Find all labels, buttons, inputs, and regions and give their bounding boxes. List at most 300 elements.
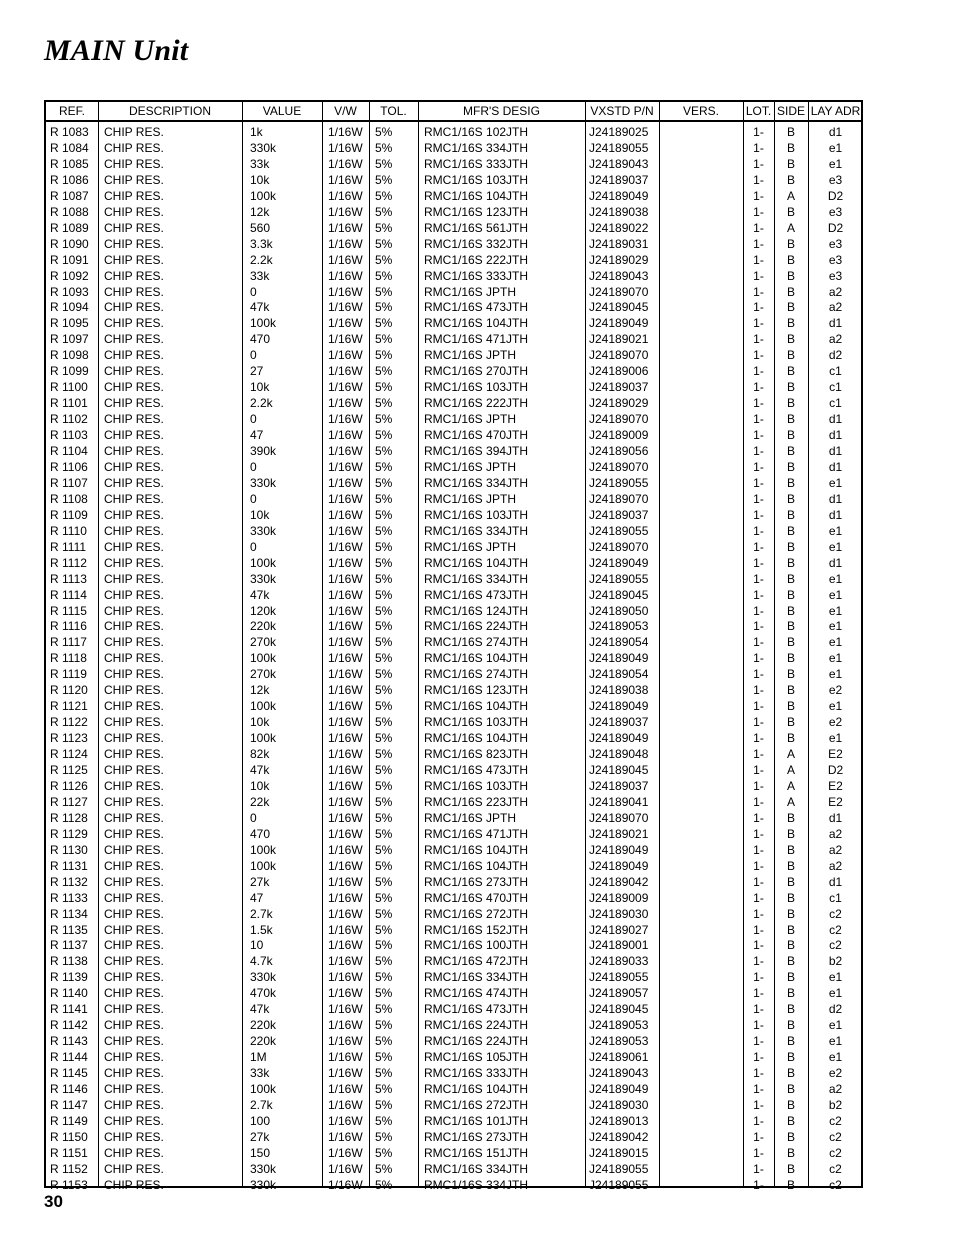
cell-lay-adr: b2 — [828, 1097, 843, 1112]
cell-description: CHIP RES. — [104, 954, 164, 969]
table-row — [46, 1113, 861, 1129]
cell-tol: 5% — [375, 1113, 393, 1128]
cell-value: 150 — [250, 1145, 271, 1160]
cell-lay-adr: c2 — [829, 1129, 842, 1144]
cell-description: CHIP RES. — [104, 906, 164, 921]
cell-lot: 1- — [753, 858, 764, 873]
cell-ref: R 1094 — [50, 300, 89, 315]
cell-vw: 1/16W — [328, 491, 363, 506]
cell-mfr-desig: RMC1/16S 332JTH — [424, 236, 529, 251]
table-row — [46, 523, 861, 539]
cell-lot: 1- — [753, 428, 764, 443]
cell-vxstd-pn: J24189070 — [589, 539, 649, 554]
cell-value: 330k — [250, 140, 277, 155]
cell-vw: 1/16W — [328, 587, 363, 602]
cell-value: 1M — [250, 1050, 267, 1065]
cell-ref: R 1101 — [50, 396, 88, 411]
cell-ref: R 1145 — [50, 1066, 88, 1081]
table-row — [46, 188, 861, 204]
cell-vw: 1/16W — [328, 954, 363, 969]
cell-tol: 5% — [375, 731, 393, 746]
cell-tol: 5% — [375, 444, 393, 458]
cell-lot: 1- — [753, 635, 764, 650]
cell-ref: R 1128 — [50, 810, 88, 825]
cell-tol: 5% — [375, 938, 393, 953]
cell-mfr-desig: RMC1/16S 223JTH — [424, 794, 529, 809]
cell-vw: 1/16W — [328, 140, 363, 155]
cell-mfr-desig: RMC1/16S 123JTH — [424, 683, 529, 698]
cell-vers — [659, 507, 743, 523]
cell-value: 82k — [250, 747, 270, 762]
cell-side: B — [786, 236, 795, 251]
cell-side: B — [786, 651, 795, 666]
cell-vers — [659, 1065, 743, 1081]
cell-side: B — [786, 683, 795, 698]
cell-lot: 1- — [753, 683, 764, 698]
cell-lay-adr: d1 — [828, 810, 843, 825]
cell-vers — [659, 539, 743, 555]
cell-vw: 1/16W — [328, 252, 363, 267]
cell-vers — [659, 379, 743, 395]
cell-value: 330k — [250, 475, 277, 490]
cell-tol: 5% — [375, 842, 393, 857]
cell-ref: R 1111 — [50, 539, 87, 554]
cell-lot: 1- — [753, 491, 764, 506]
cell-mfr-desig: RMC1/16S 823JTH — [424, 747, 529, 762]
cell-lay-adr: d1 — [828, 316, 843, 331]
cell-lot: 1- — [753, 444, 764, 458]
table-row — [46, 363, 861, 379]
table-row — [46, 985, 861, 1001]
cell-vxstd-pn: J24189070 — [589, 491, 649, 506]
cell-lay-adr: c1 — [829, 396, 842, 411]
cell-vers — [659, 411, 743, 427]
parts-table — [44, 100, 863, 1192]
cell-tol: 5% — [375, 778, 393, 793]
column-divider — [585, 102, 586, 1186]
cell-lay-adr: d1 — [828, 459, 843, 474]
cell-side: B — [786, 204, 795, 219]
cell-vers — [659, 236, 743, 252]
header-description: DESCRIPTION — [128, 104, 211, 118]
cell-lot: 1- — [753, 970, 764, 985]
cell-ref: R 1131 — [50, 858, 88, 873]
column-divider — [98, 102, 99, 1186]
cell-vers — [659, 587, 743, 603]
cell-description: CHIP RES. — [104, 412, 164, 427]
cell-lot: 1- — [753, 1097, 764, 1112]
cell-description: CHIP RES. — [104, 794, 164, 809]
table-row — [46, 858, 861, 874]
cell-value: 0 — [250, 491, 257, 506]
cell-lay-adr: c2 — [829, 1145, 842, 1160]
cell-vw: 1/16W — [328, 635, 363, 650]
cell-lay-adr: a2 — [828, 332, 843, 347]
cell-ref: R 1115 — [50, 603, 87, 618]
cell-vers — [659, 555, 743, 571]
cell-lay-adr: a2 — [828, 284, 843, 299]
cell-vers — [659, 347, 743, 363]
cell-lot: 1- — [753, 954, 764, 969]
cell-vw: 1/16W — [328, 284, 363, 299]
cell-vxstd-pn: J24189054 — [589, 635, 649, 650]
cell-value: 33k — [250, 156, 270, 171]
cell-description: CHIP RES. — [104, 1129, 164, 1144]
cell-ref: R 1109 — [50, 507, 88, 522]
cell-mfr-desig: RMC1/16S 103JTH — [424, 380, 529, 395]
cell-tol: 5% — [375, 491, 393, 506]
cell-side: B — [786, 268, 795, 283]
cell-vxstd-pn: J24189049 — [589, 699, 649, 714]
cell-tol: 5% — [375, 874, 393, 889]
table-row — [46, 874, 861, 890]
table-row — [46, 666, 861, 682]
cell-value: 470 — [250, 332, 271, 347]
cell-value: 47k — [250, 587, 270, 602]
cell-value: 390k — [250, 444, 277, 458]
cell-mfr-desig: RMC1/16S 105JTH — [424, 1050, 529, 1065]
table-row — [46, 762, 861, 778]
table-row — [46, 890, 861, 906]
cell-mfr-desig: RMC1/16S 333JTH — [424, 156, 529, 171]
cell-mfr-desig: RMC1/16S 473JTH — [424, 1002, 529, 1017]
cell-description: CHIP RES. — [104, 603, 164, 618]
cell-vers — [659, 204, 743, 220]
cell-mfr-desig: RMC1/16S 100JTH — [424, 938, 529, 953]
cell-vw: 1/16W — [328, 810, 363, 825]
cell-description: CHIP RES. — [104, 140, 164, 155]
cell-mfr-desig: RMC1/16S 334JTH — [424, 970, 529, 985]
cell-ref: R 1132 — [50, 874, 88, 889]
cell-lay-adr: d2 — [828, 348, 843, 363]
table-row — [46, 714, 861, 730]
cell-lot: 1- — [753, 396, 764, 411]
cell-ref: R 1146 — [50, 1082, 88, 1096]
cell-lot: 1- — [753, 316, 764, 331]
cell-side: B — [786, 348, 795, 363]
cell-tol: 5% — [375, 1177, 393, 1192]
header-side: SIDE — [776, 104, 805, 118]
cell-vers — [659, 890, 743, 906]
cell-side: B — [786, 507, 795, 522]
header-lot: LOT. — [745, 104, 772, 118]
cell-mfr-desig: RMC1/16S 274JTH — [424, 635, 529, 650]
cell-vxstd-pn: J24189055 — [589, 523, 649, 538]
cell-lay-adr: d1 — [828, 874, 843, 889]
cell-lay-adr: e3 — [828, 172, 843, 187]
cell-lot: 1- — [753, 284, 764, 299]
cell-vw: 1/16W — [328, 156, 363, 171]
cell-description: CHIP RES. — [104, 587, 164, 602]
cell-value: 100k — [250, 188, 277, 203]
cell-vxstd-pn: J24189049 — [589, 1082, 649, 1096]
cell-mfr-desig: RMC1/16S 334JTH — [424, 475, 529, 490]
cell-mfr-desig: RMC1/16S 103JTH — [424, 715, 529, 730]
cell-lay-adr: E2 — [828, 794, 843, 809]
cell-description: CHIP RES. — [104, 348, 164, 363]
cell-ref: R 1118 — [50, 651, 87, 666]
cell-side: A — [786, 778, 795, 793]
cell-lot: 1- — [753, 1145, 764, 1160]
cell-lay-adr: c2 — [829, 906, 842, 921]
cell-side: B — [786, 555, 795, 570]
cell-vw: 1/16W — [328, 555, 363, 570]
cell-vxstd-pn: J24189054 — [589, 667, 649, 682]
header-vw: V/W — [334, 104, 357, 118]
cell-lay-adr: e1 — [828, 1050, 843, 1065]
cell-lot: 1- — [753, 507, 764, 522]
cell-mfr-desig: RMC1/16S 333JTH — [424, 268, 529, 283]
cell-tol: 5% — [375, 1034, 393, 1049]
cell-vw: 1/16W — [328, 428, 363, 443]
cell-mfr-desig: RMC1/16S 272JTH — [424, 906, 529, 921]
cell-value: 10k — [250, 778, 270, 793]
cell-lay-adr: e3 — [828, 268, 843, 283]
cell-description: CHIP RES. — [104, 826, 164, 841]
cell-side: B — [786, 316, 795, 331]
cell-ref: R 1120 — [50, 683, 88, 698]
table-row — [46, 539, 861, 555]
header-vers: VERS. — [682, 104, 719, 118]
page-title: MAIN Unit — [44, 34, 189, 67]
cell-ref: R 1138 — [50, 954, 88, 969]
cell-lot: 1- — [753, 986, 764, 1001]
cell-vxstd-pn: J24189049 — [589, 555, 649, 570]
table-row — [46, 315, 861, 331]
cell-vxstd-pn: J24189070 — [589, 810, 649, 825]
cell-description: CHIP RES. — [104, 747, 164, 762]
cell-vers — [659, 842, 743, 858]
cell-value: 10k — [250, 172, 270, 187]
cell-tol: 5% — [375, 428, 393, 443]
cell-mfr-desig: RMC1/16S 104JTH — [424, 316, 529, 331]
column-divider — [743, 102, 744, 1186]
cell-mfr-desig: RMC1/16S JPTH — [424, 810, 517, 825]
cell-tol: 5% — [375, 587, 393, 602]
cell-lot: 1- — [753, 874, 764, 889]
cell-mfr-desig: RMC1/16S 101JTH — [424, 1113, 529, 1128]
cell-mfr-desig: RMC1/16S 473JTH — [424, 587, 529, 602]
cell-vxstd-pn: J24189045 — [589, 300, 649, 315]
cell-value: 47k — [250, 763, 270, 777]
cell-description: CHIP RES. — [104, 778, 164, 793]
cell-lot: 1- — [753, 1113, 764, 1128]
cell-vxstd-pn: J24189027 — [589, 922, 649, 937]
cell-description: CHIP RES. — [104, 1066, 164, 1081]
cell-tol: 5% — [375, 396, 393, 411]
cell-lay-adr: e2 — [828, 1066, 843, 1081]
cell-tol: 5% — [375, 204, 393, 219]
cell-tol: 5% — [375, 603, 393, 618]
cell-side: B — [786, 459, 795, 474]
cell-ref: R 1133 — [50, 890, 88, 905]
cell-lot: 1- — [753, 1018, 764, 1033]
cell-description: CHIP RES. — [104, 1177, 164, 1192]
cell-vxstd-pn: J24189042 — [589, 874, 649, 889]
cell-ref: R 1153 — [50, 1177, 88, 1192]
cell-vw: 1/16W — [328, 1018, 363, 1033]
cell-ref: R 1123 — [50, 731, 88, 746]
cell-vw: 1/16W — [328, 826, 363, 841]
cell-vers — [659, 698, 743, 714]
cell-vxstd-pn: J24189030 — [589, 1097, 649, 1112]
cell-vxstd-pn: J24189055 — [589, 140, 649, 155]
cell-tol: 5% — [375, 523, 393, 538]
cell-vw: 1/16W — [328, 188, 363, 203]
cell-value: 270k — [250, 667, 277, 682]
cell-tol: 5% — [375, 571, 393, 586]
cell-mfr-desig: RMC1/16S 272JTH — [424, 1097, 529, 1112]
cell-vxstd-pn: J24189049 — [589, 858, 649, 873]
cell-lay-adr: e1 — [828, 539, 843, 554]
cell-ref: R 1122 — [50, 715, 88, 730]
cell-vers — [659, 650, 743, 666]
cell-vw: 1/16W — [328, 204, 363, 219]
cell-vw: 1/16W — [328, 364, 363, 379]
cell-lot: 1- — [753, 268, 764, 283]
cell-vw: 1/16W — [328, 172, 363, 187]
cell-lot: 1- — [753, 1002, 764, 1017]
cell-vxstd-pn: J24189041 — [589, 794, 649, 809]
cell-vw: 1/16W — [328, 874, 363, 889]
cell-vers — [659, 571, 743, 587]
cell-description: CHIP RES. — [104, 172, 164, 187]
cell-lot: 1- — [753, 459, 764, 474]
cell-mfr-desig: RMC1/16S 123JTH — [424, 204, 529, 219]
cell-description: CHIP RES. — [104, 651, 164, 666]
cell-tol: 5% — [375, 826, 393, 841]
cell-description: CHIP RES. — [104, 125, 164, 139]
cell-vw: 1/16W — [328, 842, 363, 857]
cell-tol: 5% — [375, 747, 393, 762]
cell-value: 10k — [250, 507, 270, 522]
cell-lot: 1- — [753, 587, 764, 602]
cell-value: 100k — [250, 651, 277, 666]
cell-value: 220k — [250, 1034, 277, 1049]
cell-description: CHIP RES. — [104, 571, 164, 586]
cell-vw: 1/16W — [328, 1113, 363, 1128]
cell-vxstd-pn: J24189056 — [589, 444, 649, 458]
cell-vers — [659, 826, 743, 842]
cell-ref: R 1129 — [50, 826, 88, 841]
cell-lot: 1- — [753, 140, 764, 155]
cell-vers — [659, 523, 743, 539]
cell-side: B — [786, 475, 795, 490]
cell-lot: 1- — [753, 1129, 764, 1144]
cell-lot: 1- — [753, 715, 764, 730]
cell-description: CHIP RES. — [104, 220, 164, 235]
cell-lot: 1- — [753, 364, 764, 379]
cell-description: CHIP RES. — [104, 731, 164, 746]
cell-ref: R 1090 — [50, 236, 89, 251]
cell-mfr-desig: RMC1/16S 103JTH — [424, 507, 529, 522]
cell-vers — [659, 778, 743, 794]
cell-mfr-desig: RMC1/16S 104JTH — [424, 188, 529, 203]
cell-value: 220k — [250, 619, 277, 634]
cell-lot: 1- — [753, 380, 764, 395]
cell-value: 2.7k — [250, 1097, 273, 1112]
table-row — [46, 746, 861, 762]
cell-side: B — [786, 332, 795, 347]
table-row — [46, 1145, 861, 1161]
cell-vxstd-pn: J24189057 — [589, 986, 649, 1001]
cell-tol: 5% — [375, 475, 393, 490]
cell-vxstd-pn: J24189021 — [589, 826, 649, 841]
cell-vw: 1/16W — [328, 906, 363, 921]
cell-tol: 5% — [375, 380, 393, 395]
cell-lay-adr: a2 — [828, 300, 843, 315]
cell-description: CHIP RES. — [104, 523, 164, 538]
cell-description: CHIP RES. — [104, 268, 164, 283]
cell-description: CHIP RES. — [104, 444, 164, 458]
cell-tol: 5% — [375, 810, 393, 825]
cell-description: CHIP RES. — [104, 539, 164, 554]
cell-lot: 1- — [753, 220, 764, 235]
cell-vw: 1/16W — [328, 539, 363, 554]
cell-vw: 1/16W — [328, 1161, 363, 1176]
cell-vers — [659, 252, 743, 268]
cell-side: B — [786, 300, 795, 315]
cell-value: 33k — [250, 268, 270, 283]
cell-value: 22k — [250, 794, 270, 809]
table-row — [46, 682, 861, 698]
table-row — [46, 922, 861, 938]
cell-description: CHIP RES. — [104, 1018, 164, 1033]
cell-lay-adr: d1 — [828, 428, 843, 443]
cell-ref: R 1088 — [50, 204, 89, 219]
cell-lot: 1- — [753, 348, 764, 363]
table-row — [46, 1161, 861, 1177]
cell-lay-adr: d1 — [828, 444, 843, 458]
cell-description: CHIP RES. — [104, 1034, 164, 1049]
cell-mfr-desig: RMC1/16S 104JTH — [424, 842, 529, 857]
cell-description: CHIP RES. — [104, 763, 164, 777]
cell-mfr-desig: RMC1/16S 104JTH — [424, 555, 529, 570]
cell-side: B — [786, 172, 795, 187]
cell-side: B — [786, 1082, 795, 1096]
cell-ref: R 1140 — [50, 986, 88, 1001]
table-row — [46, 1033, 861, 1049]
cell-mfr-desig: RMC1/16S 274JTH — [424, 667, 529, 682]
cell-vw: 1/16W — [328, 683, 363, 698]
cell-ref: R 1142 — [50, 1018, 88, 1033]
cell-tol: 5% — [375, 890, 393, 905]
cell-vw: 1/16W — [328, 1097, 363, 1112]
cell-value: 330k — [250, 571, 277, 586]
table-row — [46, 299, 861, 315]
cell-value: 100k — [250, 699, 277, 714]
cell-side: B — [786, 444, 795, 458]
cell-tol: 5% — [375, 348, 393, 363]
cell-value: 0 — [250, 412, 257, 427]
cell-lot: 1- — [753, 204, 764, 219]
cell-lay-adr: e1 — [828, 699, 843, 714]
cell-vxstd-pn: J24189045 — [589, 1002, 649, 1017]
cell-vers — [659, 1113, 743, 1129]
cell-vxstd-pn: J24189070 — [589, 348, 649, 363]
cell-value: 10k — [250, 380, 270, 395]
cell-vers — [659, 922, 743, 938]
cell-lay-adr: e1 — [828, 603, 843, 618]
table-row — [46, 411, 861, 427]
cell-side: B — [786, 1097, 795, 1112]
cell-ref: R 1093 — [50, 284, 89, 299]
table-row — [46, 842, 861, 858]
cell-description: CHIP RES. — [104, 1161, 164, 1176]
table-row — [46, 730, 861, 746]
cell-mfr-desig: RMC1/16S 334JTH — [424, 1161, 529, 1176]
cell-vers — [659, 268, 743, 284]
